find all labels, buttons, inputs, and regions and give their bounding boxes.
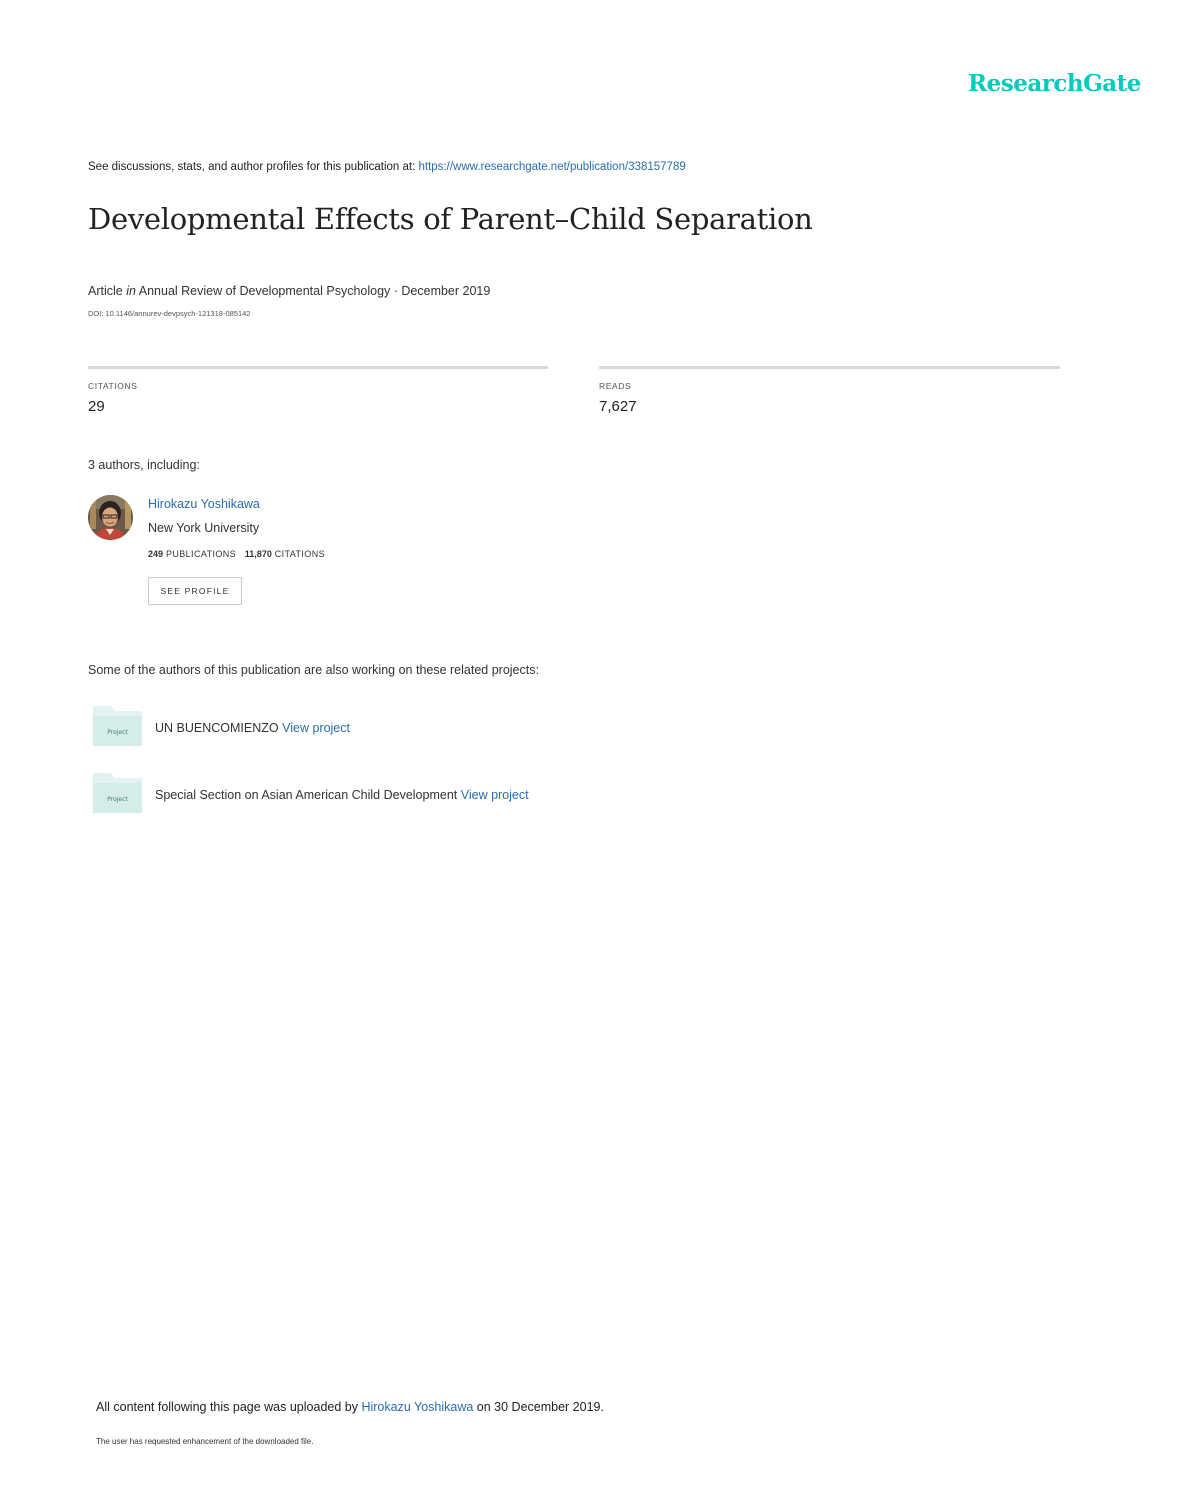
reads-divider: [599, 366, 1060, 369]
reads-label: READS: [599, 381, 632, 391]
projects-heading: Some of the authors of this publication are also working on these related projects:: [88, 663, 539, 677]
project-folder-icon[interactable]: [93, 773, 142, 813]
author-citations-count: 11,870: [244, 549, 272, 559]
folder-icon: [93, 773, 142, 813]
author-name-link[interactable]: Hirokazu Yoshikawa: [148, 497, 260, 511]
authors-heading: 3 authors, including:: [88, 458, 200, 472]
author-stats: [148, 549, 325, 559]
enhancement-note: The user has requested enhancement of the downloaded file.: [96, 1437, 314, 1446]
folder-label: Project: [107, 729, 128, 736]
author-institution: New York University: [148, 521, 260, 535]
folder-icon: [93, 706, 142, 746]
view-project-link[interactable]: View project: [460, 788, 529, 802]
uploader-link[interactable]: Hirokazu Yoshikawa: [361, 1400, 474, 1414]
uploaded-prefix: All content following this page was uploaded by: [96, 1400, 362, 1414]
citations-label: CITATIONS: [88, 381, 138, 391]
project-name: Special Section on Asian American Child Development: [155, 788, 458, 802]
folder-label: Project: [107, 796, 128, 803]
author-avatar[interactable]: [88, 495, 133, 540]
researchgate-logo[interactable]: ResearchGate: [968, 70, 1141, 97]
project-item: [155, 788, 529, 802]
view-project-link[interactable]: View project: [282, 721, 350, 735]
project-name: UN BUENCOMIENZO: [155, 721, 279, 735]
citations-value: 29: [88, 398, 105, 415]
author-publications-count: 249: [148, 549, 164, 559]
author-publications-label: PUBLICATIONS: [165, 549, 237, 559]
citations-divider: [88, 366, 548, 369]
publication-type: Article: [88, 284, 123, 298]
doi-text: DOI: 10.1146/annurev-devpsych-121318-085142: [88, 309, 251, 318]
author-citations-label: CITATIONS: [274, 549, 325, 559]
reads-value: 7,627: [599, 398, 637, 415]
journal-date: Annual Review of Developmental Psychology · December 2019: [138, 284, 491, 298]
see-profile-button[interactable]: SEE PROFILE: [148, 577, 242, 605]
in-label: in: [126, 284, 136, 298]
project-item: [155, 721, 350, 735]
uploaded-suffix: on 30 December 2019.: [473, 1400, 604, 1414]
avatar-image: [88, 495, 133, 540]
see-line-prefix: See discussions, stats, and author profiles for this publication at:: [88, 161, 419, 173]
publication-meta: [88, 284, 490, 298]
publication-url-link[interactable]: https://www.researchgate.net/publication/338157789: [418, 161, 686, 173]
uploaded-by-line: [96, 1400, 604, 1414]
page-title: Developmental Effects of Parent–Child Separation: [88, 202, 813, 236]
project-folder-icon[interactable]: [93, 706, 142, 746]
see-discussions-line: [88, 161, 686, 173]
